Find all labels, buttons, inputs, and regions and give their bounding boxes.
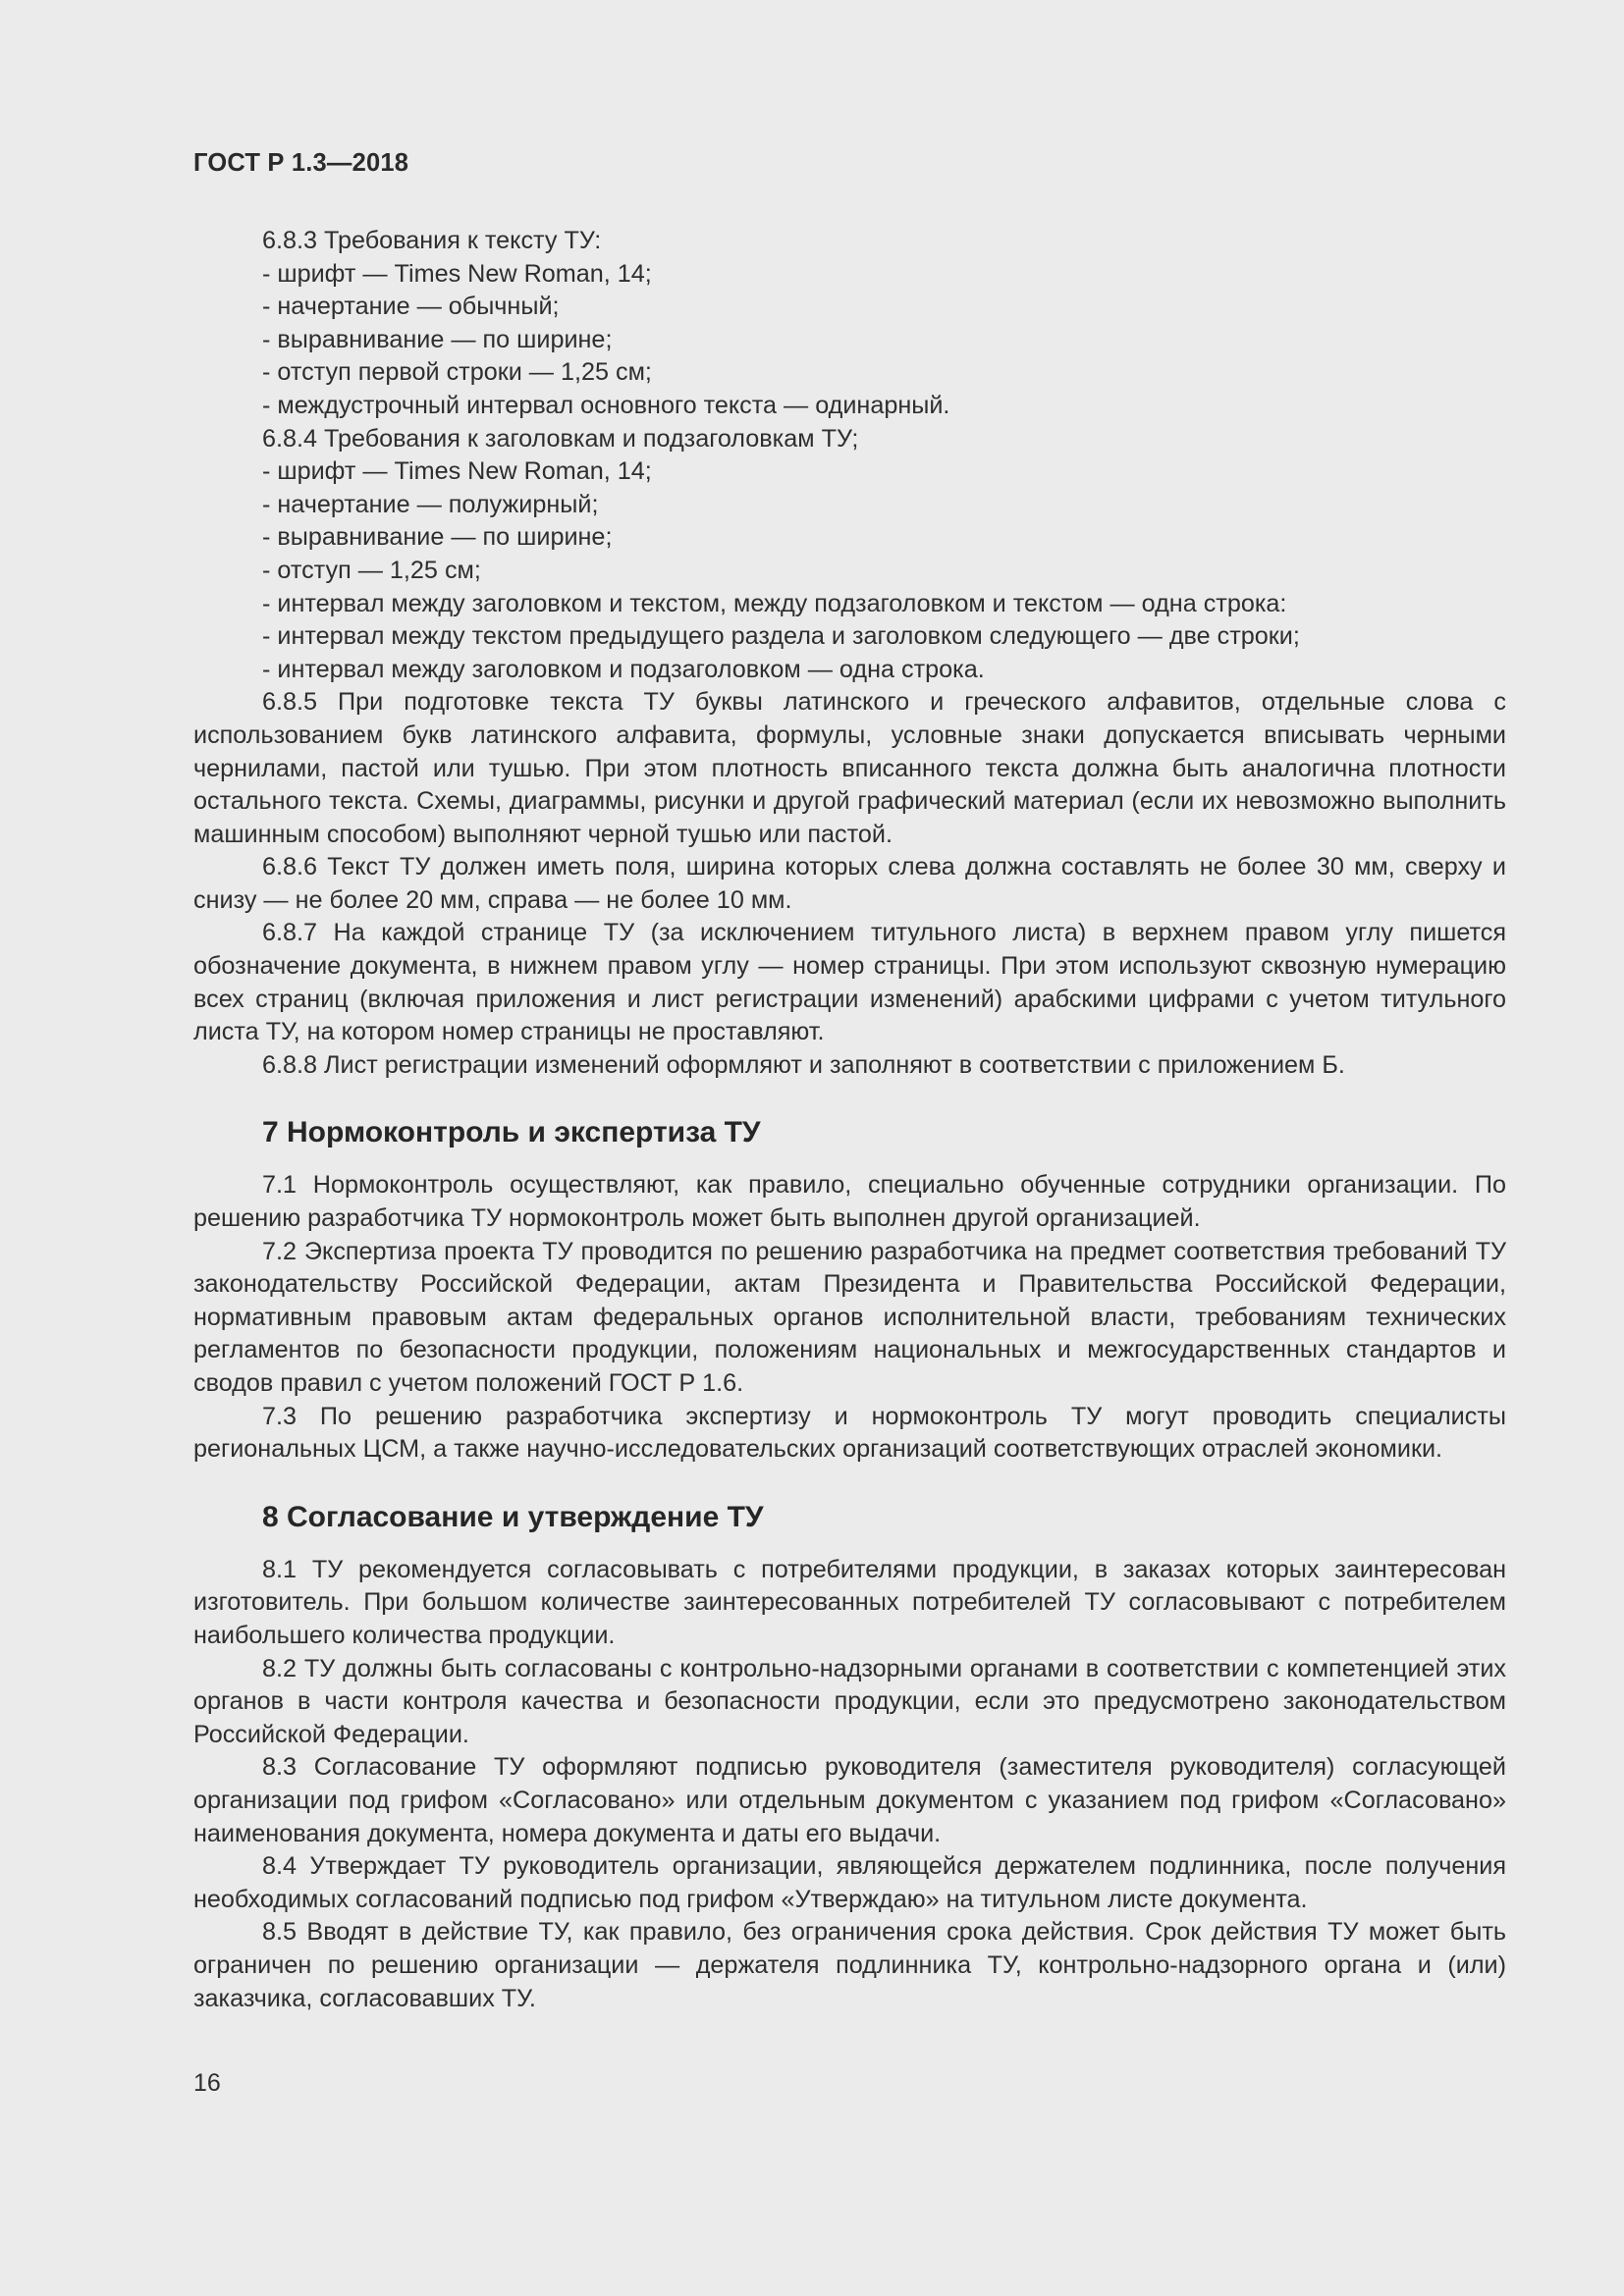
list-item: - интервал между текстом предыдущего раздела и заголовком следующего — две строки; [262, 622, 1300, 651]
list-item: - отступ — 1,25 см; [262, 556, 481, 584]
clause-6-8-6: 6.8.6 Текст ТУ должен иметь поля, ширина которых слева должна составлять не более 30 мм, сверху и снизу — не более 20 мм, справа — не более 10 мм. [193, 853, 1506, 914]
list-item: - начертание — обычный; [262, 293, 560, 321]
list-item: - шрифт — Times New Roman, 14; [262, 457, 652, 486]
list-item: - выравнивание — по ширине; [262, 523, 613, 552]
clause-7-2: 7.2 Экспертиза проекта ТУ проводится по решению разработчика на предмет соответствия требований ТУ законодательству Российской Федерации, актам Президента и Правительства Российской Федерации, нормативным правовым актам федеральных органов исполнительной власти, требованиям технических регламентов по безопасности продукции, положениям национальных и межгосударственных стандартов и сводов правил с учетом положений ГОСТ Р 1.6. [193, 1237, 1506, 1397]
clause-8-5: 8.5 Вводят в действие ТУ, как правило, без ограничения срока действия. Срок действия ТУ может быть ограничен по решению организации — держателя подлинника ТУ, контрольно-надзорного органа и (или) заказчика, согласовавших ТУ. [193, 1918, 1506, 2012]
document-body [193, 225, 1506, 2015]
list-item: - шрифт — Times New Roman, 14; [262, 259, 652, 288]
clause-6-8-7: 6.8.7 На каждой странице ТУ (за исключением титульного листа) в верхнем правом углу пишется обозначение документа, в нижнем правом углу — номер страницы. При этом используют сквозную нумерацию всех страниц (включая приложения и лист регистрации изменений) арабскими цифрами с учетом титульного листа ТУ, на котором номер страницы не проставляют. [193, 919, 1506, 1046]
section-7-heading: 7 Нормоконтроль и экспертиза ТУ [262, 1116, 761, 1149]
list-item: - междустрочный интервал основного текста — одинарный. [262, 391, 950, 419]
document-code-header: ГОСТ Р 1.3—2018 [193, 149, 409, 177]
clause-8-4: 8.4 Утверждает ТУ руководитель организации, являющейся держателем подлинника, после получения необходимых согласований подписью под грифом «Утверждаю» на титульном листе документа. [193, 1852, 1506, 1913]
list-item: - отступ первой строки — 1,25 см; [262, 358, 652, 387]
section-8-heading: 8 Согласование и утверждение ТУ [262, 1500, 764, 1533]
clause-7-1: 7.1 Нормоконтроль осуществляют, как правило, специально обученные сотрудники организации. По решению разработчика ТУ нормоконтроль может быть выполнен другой организацией. [193, 1171, 1506, 1233]
clause-8-3: 8.3 Согласование ТУ оформляют подписью руководителя (заместителя руководителя) согласующей организации под грифом «Согласовано» или отдельным документом с указанием под грифом «Согласовано» наименования документа, номера документа и даты его выдачи. [193, 1753, 1506, 1847]
page-number: 16 [193, 2069, 221, 2097]
list-item: - интервал между заголовком и подзаголовком — одна строка. [262, 655, 985, 683]
list-item: - выравнивание — по ширине; [262, 325, 613, 353]
clause-6-8-3-title: 6.8.3 Требования к тексту ТУ: [262, 227, 602, 254]
clause-6-8-5: 6.8.5 При подготовке текста ТУ буквы латинского и греческого алфавитов, отдельные слова с использованием букв латинского алфавита, формулы, условные знаки допускается вписывать черными чернилами, пастой или тушью. При этом плотность вписанного текста должна быть аналогична плотности остального текста. Схемы, диаграммы, рисунки и другой графический материал (если их невозможно выполнить машинным способом) выполняют черной тушью или пастой. [193, 688, 1506, 848]
clause-6-8-4-title: 6.8.4 Требования к заголовкам и подзаголовкам ТУ; [262, 424, 859, 453]
list-item: - интервал между заголовком и текстом, между подзаголовком и текстом — одна строка: [262, 589, 1287, 617]
list-item: - начертание — полужирный; [262, 490, 599, 518]
clause-6-8-8: 6.8.8 Лист регистрации изменений оформляют и заполняют в соответствии с приложением Б. [262, 1050, 1345, 1079]
clause-8-1: 8.1 ТУ рекомендуется согласовывать с потребителями продукции, в заказах которых заинтересован изготовитель. При большом количестве заинтересованных потребителей ТУ согласовывают с потребителем наибольшего количества продукции. [193, 1555, 1506, 1649]
clause-7-3: 7.3 По решению разработчика экспертизу и нормоконтроль ТУ могут проводить специалисты региональных ЦСМ, а также научно-исследовательских организаций соответствующих отраслей экономики. [193, 1402, 1506, 1464]
clause-8-2: 8.2 ТУ должны быть согласованы с контрольно-надзорными органами в соответствии с компетенцией этих органов в части контроля качества и безопасности продукции, если это предусмотрено законодательством Российской Федерации. [193, 1654, 1506, 1748]
